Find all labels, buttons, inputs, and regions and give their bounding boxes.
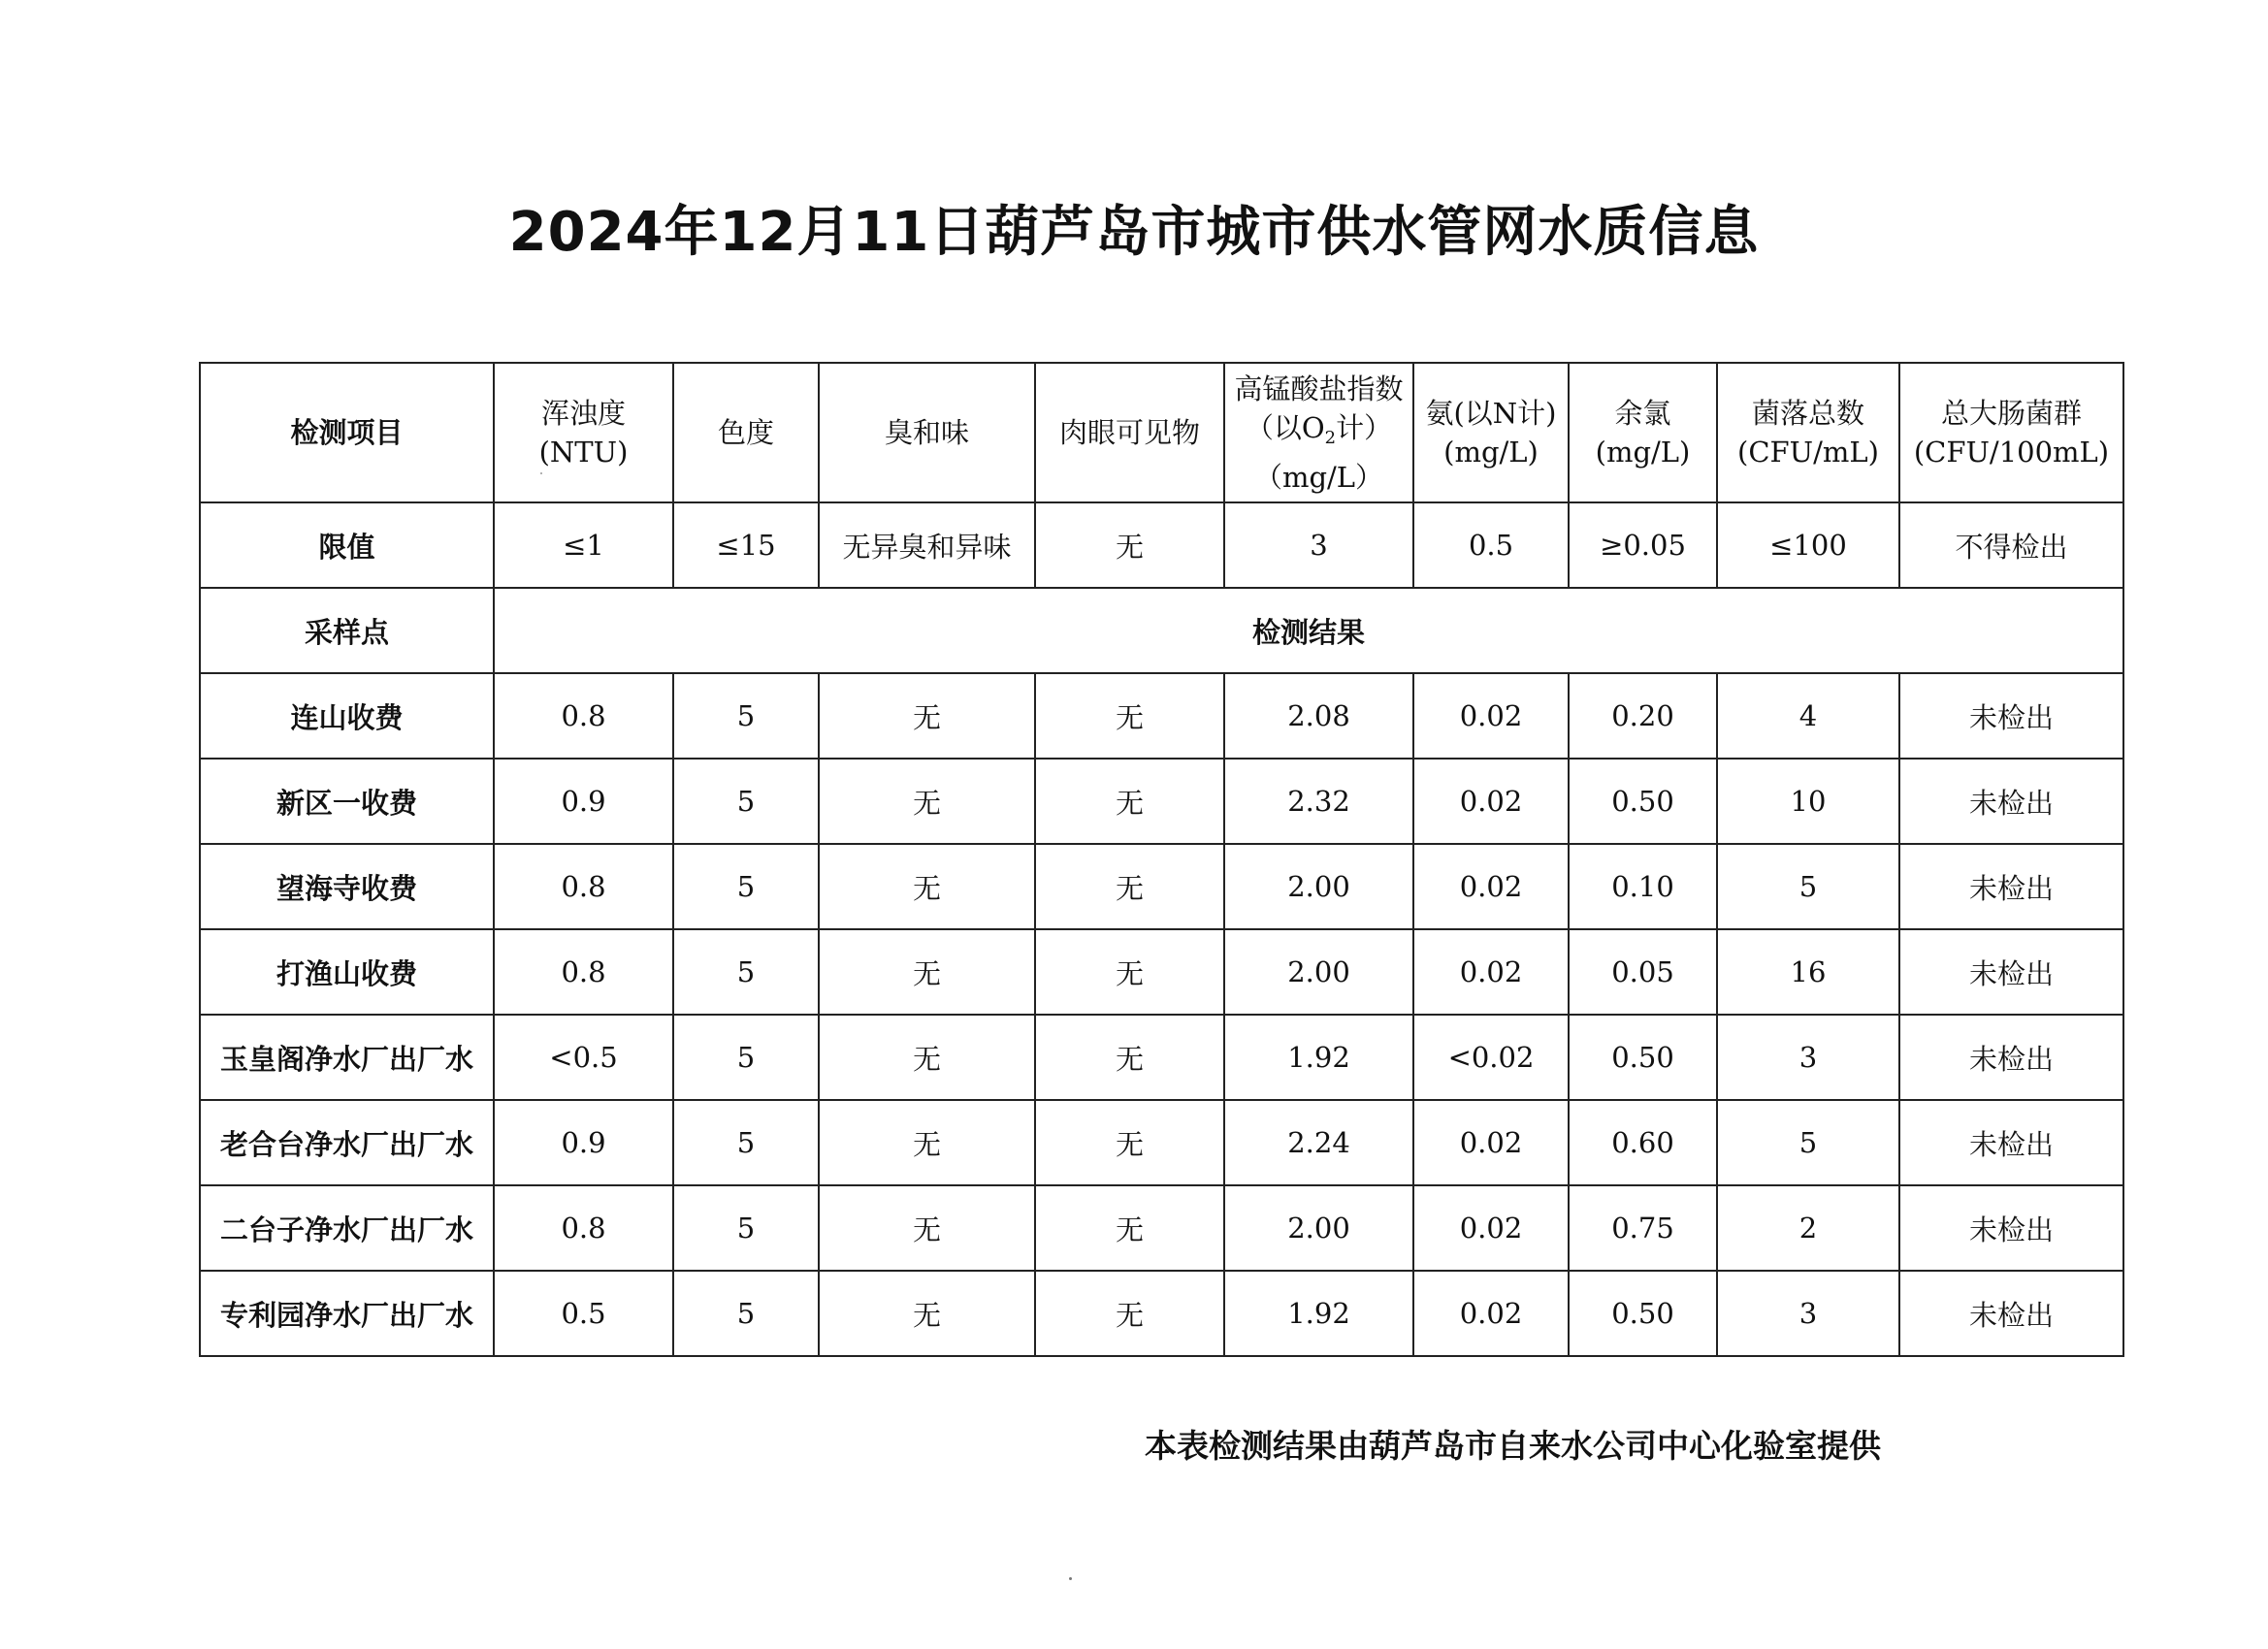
table-row	[200, 1100, 2123, 1185]
odor-value: 无	[819, 1185, 1035, 1271]
chlorine-value: 0.10	[1569, 844, 1717, 929]
header-coliform-line2: (CFU/100mL)	[1913, 436, 2110, 469]
ammonia-value: 0.02	[1413, 1100, 1569, 1185]
ammonia-value: 0.02	[1413, 844, 1569, 929]
colony-value: 3	[1717, 1271, 1899, 1356]
chlorine-value: 0.05	[1569, 929, 1717, 1015]
header-odor: 臭和味	[819, 363, 1035, 502]
scan-speck	[1069, 1577, 1072, 1580]
colony-value: 5	[1717, 844, 1899, 929]
turbidity-value: <0.5	[494, 1015, 673, 1100]
odor-value: 无	[819, 844, 1035, 929]
visible-matter-value: 无	[1035, 844, 1224, 929]
table-row	[200, 673, 2123, 759]
header-permanganate-line1: 高锰酸盐指数	[1234, 372, 1404, 405]
page-title: 2024年12月11日葫芦岛市城市供水管网水质信息	[508, 201, 1760, 264]
turbidity-value: 0.8	[494, 929, 673, 1015]
site-name: 玉皇阁净水厂出厂水	[200, 1015, 494, 1100]
limit-visible-matter: 无	[1035, 502, 1224, 588]
limits-row	[200, 502, 2123, 588]
site-name: 老合台净水厂出厂水	[200, 1100, 494, 1185]
header-ammonia	[1413, 363, 1569, 502]
header-permanganate-subscript: 2	[1324, 427, 1337, 448]
color-value: 5	[673, 844, 819, 929]
limit-turbidity: ≤1	[494, 502, 673, 588]
header-ammonia-line2: (mg/L)	[1443, 436, 1539, 469]
ammonia-value: 0.02	[1413, 1271, 1569, 1356]
colony-value: 2	[1717, 1185, 1899, 1271]
coliform-value: 未检出	[1899, 844, 2123, 929]
chlorine-value: 0.50	[1569, 759, 1717, 844]
limit-colony: ≤100	[1717, 502, 1899, 588]
odor-value: 无	[819, 673, 1035, 759]
coliform-value: 未检出	[1899, 1271, 2123, 1356]
table-row	[200, 1015, 2123, 1100]
header-ammonia-line1: 氨(以N计)	[1425, 397, 1557, 430]
visible-matter-value: 无	[1035, 1100, 1224, 1185]
color-value: 5	[673, 673, 819, 759]
turbidity-value: 0.5	[494, 1271, 673, 1356]
ammonia-value: 0.02	[1413, 929, 1569, 1015]
coliform-value: 未检出	[1899, 759, 2123, 844]
limit-odor: 无异臭和异味	[819, 502, 1035, 588]
permanganate-value: 2.00	[1224, 844, 1413, 929]
header-chlorine-line2: (mg/L)	[1595, 436, 1691, 469]
header-colony-line2: (CFU/mL)	[1737, 436, 1879, 469]
coliform-value: 未检出	[1899, 929, 2123, 1015]
chlorine-value: 0.50	[1569, 1271, 1717, 1356]
color-value: 5	[673, 1015, 819, 1100]
header-permanganate-line2-post: 计）	[1336, 410, 1393, 444]
table-row	[200, 759, 2123, 844]
header-turbidity: 浑浊度(NTU)	[494, 363, 673, 502]
table-row	[200, 844, 2123, 929]
header-coliform	[1899, 363, 2123, 502]
limit-permanganate: 3	[1224, 502, 1413, 588]
odor-value: 无	[819, 759, 1035, 844]
limit-coliform: 不得检出	[1899, 502, 2123, 588]
permanganate-value: 2.24	[1224, 1100, 1413, 1185]
header-permanganate-line2	[1245, 410, 1393, 448]
color-value: 5	[673, 929, 819, 1015]
color-value: 5	[673, 1100, 819, 1185]
odor-value: 无	[819, 929, 1035, 1015]
header-permanganate-line2-pre: （以O	[1245, 410, 1325, 444]
visible-matter-value: 无	[1035, 673, 1224, 759]
header-chlorine	[1569, 363, 1717, 502]
ammonia-value: 0.02	[1413, 1185, 1569, 1271]
permanganate-value: 2.32	[1224, 759, 1413, 844]
turbidity-value: 0.9	[494, 1100, 673, 1185]
odor-value: 无	[819, 1271, 1035, 1356]
header-permanganate	[1224, 363, 1413, 502]
visible-matter-value: 无	[1035, 929, 1224, 1015]
colony-value: 5	[1717, 1100, 1899, 1185]
color-value: 5	[673, 759, 819, 844]
site-name: 新区一收费	[200, 759, 494, 844]
coliform-value: 未检出	[1899, 1100, 2123, 1185]
limit-chlorine: ≥0.05	[1569, 502, 1717, 588]
header-permanganate-line3: （mg/L）	[1253, 460, 1384, 494]
coliform-value: 未检出	[1899, 1015, 2123, 1100]
permanganate-value: 2.00	[1224, 929, 1413, 1015]
source-note: 本表检测结果由葫芦岛市自来水公司中心化验室提供	[1145, 1427, 1881, 1465]
ammonia-value: 0.02	[1413, 759, 1569, 844]
ammonia-value: 0.02	[1413, 673, 1569, 759]
result-rows	[200, 673, 2123, 1356]
colony-value: 10	[1717, 759, 1899, 844]
header-coliform-line1: 总大肠菌群	[1940, 397, 2082, 430]
header-visible-matter: 肉眼可见物	[1035, 363, 1224, 502]
visible-matter-value: 无	[1035, 759, 1224, 844]
permanganate-value: 1.92	[1224, 1015, 1413, 1100]
header-colony-line1: 菌落总数	[1751, 397, 1864, 430]
turbidity-value: 0.8	[494, 673, 673, 759]
turbidity-value: 0.8	[494, 1185, 673, 1271]
table-row	[200, 1271, 2123, 1356]
limit-color: ≤15	[673, 502, 819, 588]
permanganate-value: 2.08	[1224, 673, 1413, 759]
ammonia-value: <0.02	[1413, 1015, 1569, 1100]
site-name: 二台子净水厂出厂水	[200, 1185, 494, 1271]
header-item: 检测项目	[200, 363, 494, 502]
header-chlorine-line1: 余氯	[1614, 397, 1671, 430]
chlorine-value: 0.20	[1569, 673, 1717, 759]
header-colony	[1717, 363, 1899, 502]
limits-label: 限值	[200, 502, 494, 588]
header-color: 色度	[673, 363, 819, 502]
table-row	[200, 929, 2123, 1015]
coliform-value: 未检出	[1899, 1185, 2123, 1271]
water-quality-table	[199, 362, 2124, 1357]
color-value: 5	[673, 1185, 819, 1271]
scan-speck	[540, 472, 542, 474]
visible-matter-value: 无	[1035, 1271, 1224, 1356]
chlorine-value: 0.60	[1569, 1100, 1717, 1185]
colony-value: 4	[1717, 673, 1899, 759]
odor-value: 无	[819, 1015, 1035, 1100]
coliform-value: 未检出	[1899, 673, 2123, 759]
visible-matter-value: 无	[1035, 1185, 1224, 1271]
chlorine-value: 0.75	[1569, 1185, 1717, 1271]
sample-header-row	[200, 588, 2123, 673]
sample-point-label: 采样点	[200, 588, 494, 673]
odor-value: 无	[819, 1100, 1035, 1185]
permanganate-value: 1.92	[1224, 1271, 1413, 1356]
colony-value: 16	[1717, 929, 1899, 1015]
table-row	[200, 1185, 2123, 1271]
site-name: 打渔山收费	[200, 929, 494, 1015]
site-name: 望海寺收费	[200, 844, 494, 929]
limit-ammonia: 0.5	[1413, 502, 1569, 588]
site-name: 连山收费	[200, 673, 494, 759]
permanganate-value: 2.00	[1224, 1185, 1413, 1271]
header-row	[200, 363, 2123, 502]
results-label: 检测结果	[494, 588, 2123, 673]
colony-value: 3	[1717, 1015, 1899, 1100]
color-value: 5	[673, 1271, 819, 1356]
visible-matter-value: 无	[1035, 1015, 1224, 1100]
turbidity-value: 0.9	[494, 759, 673, 844]
site-name: 专利园净水厂出厂水	[200, 1271, 494, 1356]
turbidity-value: 0.8	[494, 844, 673, 929]
chlorine-value: 0.50	[1569, 1015, 1717, 1100]
